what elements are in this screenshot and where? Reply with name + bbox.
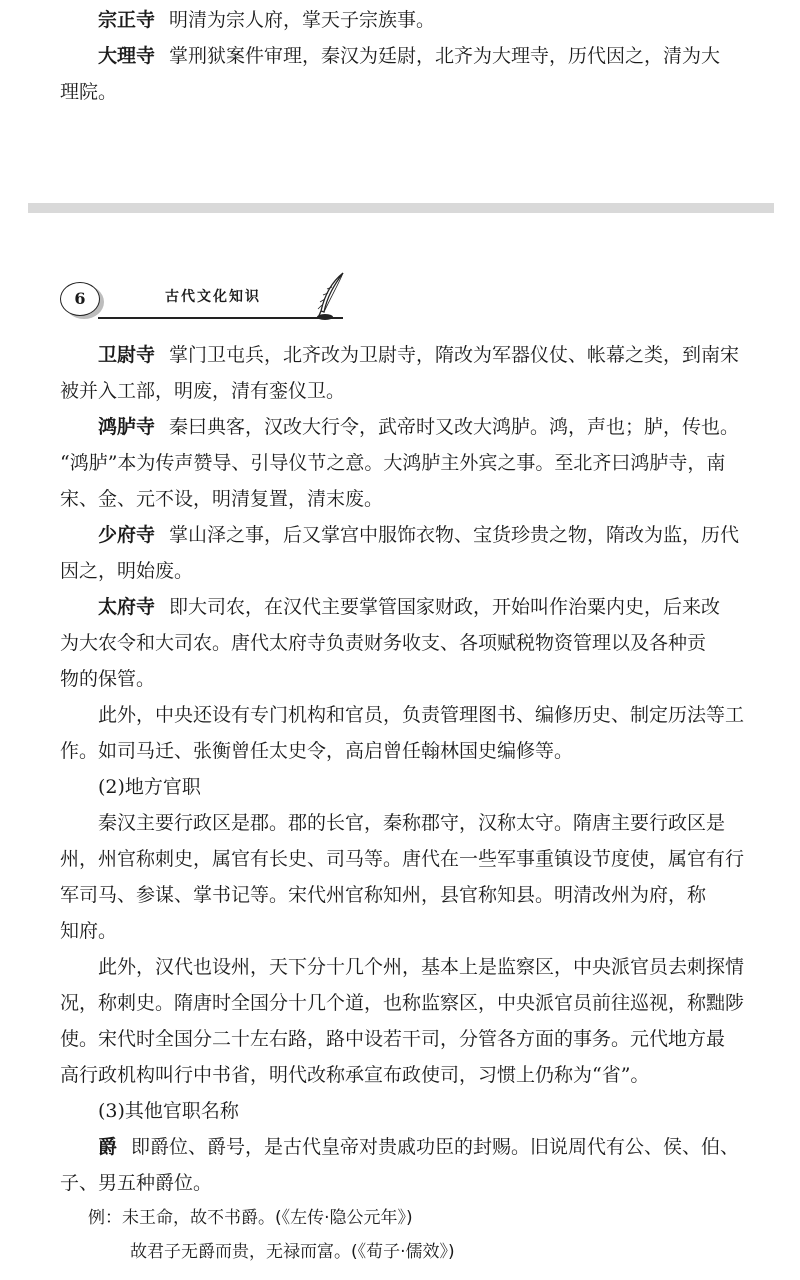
page-number: 6 xyxy=(60,282,100,316)
term-zongzheng: 宗正寺 xyxy=(98,9,156,31)
entry-taifu: 太府寺 即大司农，在汉代主要掌管国家财政，开始叫作治粟内史，后来改 xyxy=(98,596,721,618)
para-local-line2: 州，州官称刺史，属官有长史、司马等。唐代在一些军事重镇设节度使，属官有行 xyxy=(60,848,745,870)
para-han-line1: 此外，汉代也设州，天下分十几个州，基本上是监察区，中央派官员去刺探情 xyxy=(98,956,745,978)
entry-zongzheng: 宗正寺 明清为宗人府，掌天子宗族事。 xyxy=(98,9,436,31)
section-heading-local: (2)地方官职 xyxy=(98,776,201,798)
section-heading-other: (3)其他官职名称 xyxy=(98,1100,239,1122)
para-local-line1: 秦汉主要行政区是郡。郡的长官，秦称郡守，汉称太守。隋唐主要行政区是 xyxy=(98,812,726,834)
entry-honglu: 鸿胪寺 秦曰典客，汉改大行令，武帝时又改大鸿胪。鸿，声也；胪，传也。 xyxy=(98,416,740,438)
entry-jue-cont: 子、男五种爵位。 xyxy=(60,1172,213,1194)
para-local-line4: 知府。 xyxy=(60,920,118,942)
entry-weiwei-cont: 被并入工部，明废，清有銮仪卫。 xyxy=(60,380,346,402)
para-han-line4: 高行政机构叫行中书省，明代改称承宣布政使司，习惯上仍称为“省”。 xyxy=(60,1064,650,1086)
term-weiwei: 卫尉寺 xyxy=(98,344,156,366)
entry-dali-cont: 理院。 xyxy=(60,81,118,103)
para-extra-line1: 此外，中央还设有专门机构和官员，负责管理图书、编修历史、制定历法等工 xyxy=(98,704,745,726)
current-page xyxy=(0,262,800,1280)
page-separator xyxy=(28,203,774,213)
previous-page-fragment xyxy=(0,0,800,200)
para-local-line3: 军司马、参谋、掌书记等。宋代州官称知州，县官称知县。明清改州为府，称 xyxy=(60,884,707,906)
term-jue: 爵 xyxy=(98,1136,118,1158)
header-rule xyxy=(98,317,343,319)
entry-dali: 大理寺 掌刑狱案件审理，秦汉为廷尉，北齐为大理寺，历代因之，清为大 xyxy=(98,45,721,67)
entry-honglu-cont2: 宋、金、元不设，明清复置，清末废。 xyxy=(60,488,384,510)
entry-weiwei: 卫尉寺 掌门卫屯兵，北齐改为卫尉寺，隋改为军器仪仗、帐幕之类，到南宋 xyxy=(98,344,740,366)
para-han-line3: 使。宋代时全国分二十左右路，路中设若干司，分管各方面的事务。元代地方最 xyxy=(60,1028,726,1050)
entry-honglu-cont1: “鸿胪”本为传声赞导、引导仪节之意。大鸿胪主外宾之事。至北齐曰鸿胪寺，南 xyxy=(60,452,726,474)
example-quote-2: 故君子无爵而贵，无禄而富。(《荀子·儒效》) xyxy=(130,1242,455,1262)
term-taifu: 太府寺 xyxy=(98,596,156,618)
entry-jue: 爵 即爵位、爵号，是古代皇帝对贵戚功臣的封赐。旧说周代有公、侯、伯、 xyxy=(98,1136,740,1158)
term-honglu: 鸿胪寺 xyxy=(98,416,156,438)
term-shaofu: 少府寺 xyxy=(98,524,156,546)
book-title: 古代文化知识 xyxy=(165,289,261,305)
quill-pen-icon xyxy=(313,271,349,321)
para-extra-line2: 作。如司马迁、张衡曾任太史令，高启曾任翰林国史编修等。 xyxy=(60,740,574,762)
term-dali: 大理寺 xyxy=(98,45,156,67)
entry-shaofu-cont: 因之，明始废。 xyxy=(60,560,194,582)
entry-taifu-cont1: 为大农令和大司农。唐代太府寺负责财务收支、各项赋税物资管理以及各种贡 xyxy=(60,632,707,654)
para-han-line2: 况，称刺史。隋唐时全国分十几个道，也称监察区，中央派官员前往巡视，称黜陟 xyxy=(60,992,745,1014)
entry-taifu-cont2: 物的保管。 xyxy=(60,668,156,690)
example-quote-1: 例：未王命，故不书爵。(《左传·隐公元年》) xyxy=(88,1208,413,1228)
page-header xyxy=(60,279,360,329)
entry-shaofu: 少府寺 掌山泽之事，后又掌宫中服饰衣物、宝货珍贵之物，隋改为监，历代 xyxy=(98,524,740,546)
